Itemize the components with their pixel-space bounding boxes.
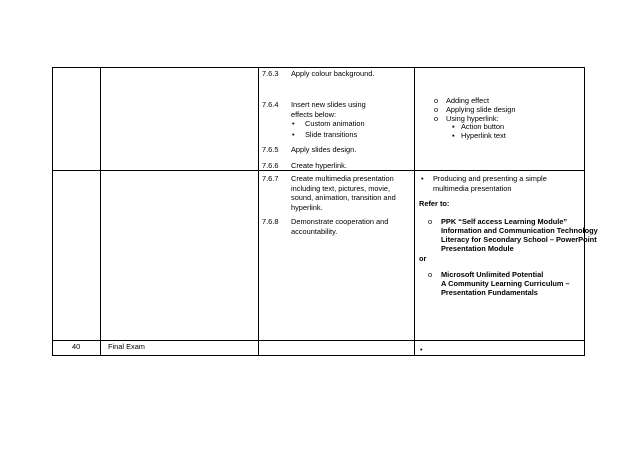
subtopic-text: Create hyperlink. [291, 161, 347, 170]
square-bullet-icon: ▪ [452, 122, 455, 131]
note-item: Adding effect [446, 96, 490, 105]
bullet-item: Custom animation [305, 119, 365, 128]
bullet-icon: • [292, 119, 295, 128]
table-border-right [584, 67, 585, 356]
bullet-item: Slide transitions [305, 130, 358, 139]
reference-line: A Community Learning Curriculum – [441, 279, 570, 288]
note-item: Producing and presenting a simple multimedia presentation [433, 174, 547, 193]
note-subitem: Hyperlink text [461, 131, 506, 140]
square-bullet-icon: ▪ [452, 131, 455, 140]
table-border-left [52, 67, 53, 356]
circle-bullet-icon: o [428, 270, 433, 279]
week-number: 40 [72, 342, 81, 351]
or-label: or [419, 254, 427, 263]
bullet-icon: • [292, 130, 295, 139]
circle-bullet-icon: o [428, 217, 433, 226]
note-subitem: Action button [461, 122, 505, 131]
reference-line: Microsoft Unlimited Potential [441, 270, 544, 279]
subtopic-code: 7.6.5 [262, 145, 279, 154]
note-item: Applying slide design [446, 105, 516, 114]
subtopic-text: Demonstrate cooperation and accountability. [291, 217, 389, 236]
subtopic-text: Apply slides design. [291, 145, 357, 154]
refer-label: Refer to: [419, 199, 450, 208]
table-border-bottom [52, 355, 585, 356]
subtopic-text: Insert new slides using effects below: [291, 100, 366, 119]
table-border-top [52, 67, 585, 68]
col-divider-2 [258, 67, 259, 356]
subtopic-text: Apply colour background. [291, 69, 375, 78]
bullet-icon: • [421, 174, 424, 183]
circle-bullet-icon: o [434, 96, 439, 105]
subtopic-code: 7.6.6 [262, 161, 279, 170]
reference-line: Information and Communication Technology [441, 226, 598, 235]
bullet-icon: • [420, 345, 423, 354]
subtopic-code: 7.6.4 [262, 100, 279, 109]
subtopic-code: 7.6.8 [262, 217, 279, 226]
subtopic-text: Create multimedia presentation including text, pictures, movie, sound, animation, transition and hyperlink. [291, 174, 396, 212]
subtopic-code: 7.6.7 [262, 174, 279, 183]
subtopic-code: 7.6.3 [262, 69, 279, 78]
row-divider-2 [52, 340, 585, 341]
topic-title: Final Exam [108, 342, 145, 351]
reference-line: Presentation Fundamentals [441, 288, 538, 297]
note-item: Using hyperlink: [446, 114, 499, 123]
col-divider-3 [414, 67, 415, 356]
reference-line: Presentation Module [441, 244, 514, 253]
reference-line: PPK “Self access Learning Module” [441, 217, 568, 226]
circle-bullet-icon: o [434, 105, 439, 114]
reference-line: Literacy for Secondary School – PowerPoint [441, 235, 597, 244]
circle-bullet-icon: o [434, 114, 439, 123]
col-divider-1 [100, 67, 101, 356]
